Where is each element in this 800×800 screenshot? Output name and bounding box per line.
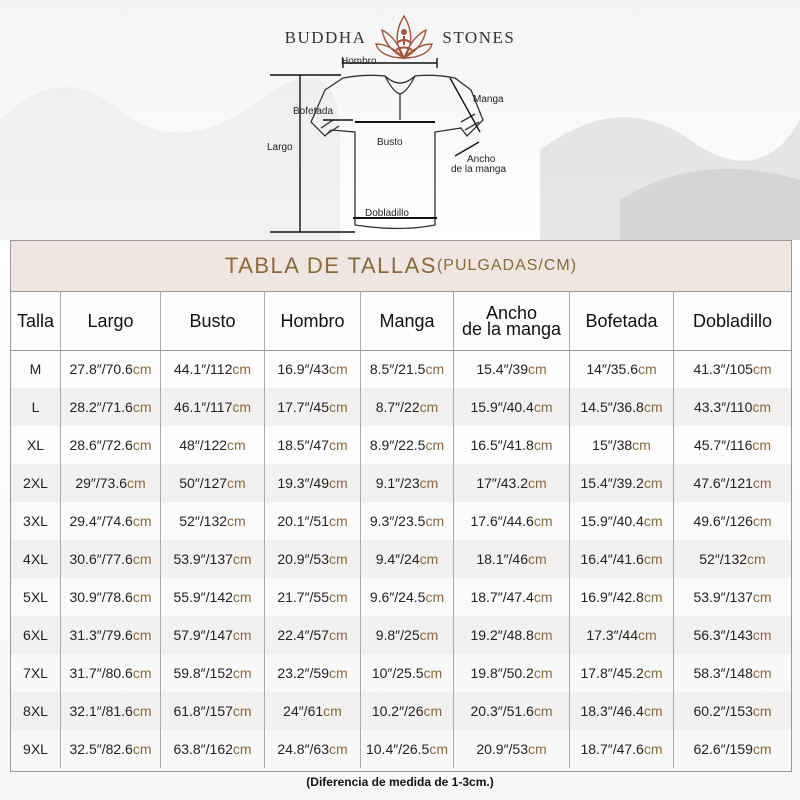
unit-label: cm (752, 589, 772, 605)
measure-cell-busto: 50″/127 cm (161, 464, 265, 502)
unit-label: cm (329, 361, 348, 377)
unit-label: cm (643, 665, 663, 681)
unit-label: cm (127, 475, 146, 491)
measure-cell-ancho-manga: 20.9″/53 cm (454, 730, 570, 768)
unit-label: cm (643, 589, 663, 605)
unit-label: cm (132, 703, 152, 719)
size-cell: 9XL (11, 730, 61, 768)
measure-cell-manga: 9.8″/25 cm (361, 616, 454, 654)
measurement-note: (Diferencia de medida de 1-3cm.) (306, 775, 494, 789)
measure-cell-dobladillo: 60.2″/153 cm (693, 703, 772, 719)
measure-cell-bofetada: 17.8″/45.2 cm (570, 654, 674, 692)
measure-cell-hombro: 16.9″/43 cm (265, 350, 361, 388)
measure-cell-largo: 31.3″/79.6 cm (61, 616, 161, 654)
measure-cell-busto: 52″/132 cm (161, 502, 265, 540)
measure-cell-ancho-manga: 17″/43.2 cm (454, 464, 570, 502)
measure-cell-bofetada: 14.5″/36.8 cm (570, 388, 674, 426)
unit-label: cm (329, 551, 348, 567)
table-row (11, 388, 791, 426)
unit-label: cm (752, 627, 772, 643)
measure-cell-ancho-manga: 18.1″/46 cm (454, 540, 570, 578)
measure-cell-bofetada: 16.9″/42.8 cm (570, 578, 674, 616)
unit-label: cm (329, 589, 348, 605)
unit-label: cm (329, 741, 348, 757)
unit-label: cm (752, 399, 772, 415)
measure-cell-busto: 57.9″/147 cm (161, 616, 265, 654)
unit-label: cm (132, 627, 152, 643)
measure-cell-manga: 10″/25.5 cm (361, 654, 454, 692)
measure-cell-dobladillo: 58.3″/148 cm (693, 665, 772, 681)
garment-diagram (255, 50, 545, 240)
unit-label: cm (643, 513, 663, 529)
measure-cell-largo: 29.4″/74.6 cm (61, 502, 161, 540)
table-row (11, 464, 791, 502)
unit-label: cm (423, 703, 443, 719)
measure-cell-hombro: 18.5″/47 cm (265, 426, 361, 464)
unit-label: cm (227, 513, 246, 529)
measure-cell-busto: 53.9″/137 cm (161, 540, 265, 578)
unit-label: cm (643, 551, 663, 567)
measure-cell-busto: 61.8″/157 cm (161, 692, 265, 730)
measure-cell-dobladillo: 43.3″/110 cm (693, 399, 772, 415)
label-largo: Largo (267, 142, 293, 153)
unit-label: cm (528, 551, 547, 567)
size-cell: 7XL (11, 654, 61, 692)
measure-cell-manga: 9.6″/24.5 cm (361, 578, 454, 616)
measure-cell-hombro: 19.3″/49 cm (265, 464, 361, 502)
measure-cell-hombro: 24″/61 cm (265, 692, 361, 730)
measure-cell-dobladillo: 62.6″/159 cm (693, 741, 772, 757)
label-bofetada: Bofetada (293, 106, 334, 117)
table-row (11, 692, 791, 730)
measure-cell-largo: 29″/73.6 cm (61, 464, 161, 502)
table-row (11, 730, 791, 768)
unit-label: cm (423, 665, 443, 681)
measure-cell-dobladillo: 41.3″/105 cm (693, 361, 772, 377)
header-largo: Largo (61, 292, 161, 350)
measure-cell-hombro: 22.4″/57 cm (265, 616, 361, 654)
size-cell: 6XL (11, 616, 61, 654)
measure-cell-manga: 10.2″/26 cm (361, 692, 454, 730)
unit-label: cm (425, 589, 445, 605)
label-ancho-line2: de la manga (451, 164, 507, 175)
size-cell: XL (11, 426, 61, 464)
measure-cell-bofetada: 14″/35.6 cm (570, 350, 674, 388)
measure-cell-hombro: 20.1″/51 cm (265, 502, 361, 540)
table-row (11, 502, 791, 540)
unit-label: cm (419, 627, 439, 643)
label-busto: Busto (377, 137, 403, 148)
table-row (11, 654, 791, 692)
unit-label: cm (227, 437, 246, 453)
measure-cell-bofetada: 17.3″/44 cm (570, 616, 674, 654)
unit-label: cm (227, 475, 246, 491)
measure-cell-largo: 28.2″/71.6 cm (61, 388, 161, 426)
unit-label: cm (232, 361, 252, 377)
measure-cell-ancho-manga: 19.2″/48.8 cm (454, 616, 570, 654)
unit-label: cm (323, 703, 342, 719)
measure-cell-largo: 32.5″/82.6 cm (61, 730, 161, 768)
measure-cell-hombro: 23.2″/59 cm (265, 654, 361, 692)
unit-label: cm (533, 437, 553, 453)
measure-cell-ancho-manga: 20.3″/51.6 cm (454, 692, 570, 730)
unit-label: cm (429, 741, 448, 757)
unit-label: cm (533, 627, 553, 643)
measure-cell-dobladillo: 56.3″/143 cm (693, 627, 772, 643)
size-cell: 3XL (11, 502, 61, 540)
size-cell: L (11, 388, 61, 426)
unit-label: cm (329, 513, 348, 529)
unit-label: cm (528, 361, 547, 377)
measure-cell-dobladillo: 52″/132 cm (699, 551, 766, 567)
unit-label: cm (425, 437, 445, 453)
measure-cell-dobladillo: 49.6″/126 cm (693, 513, 772, 529)
measure-cell-dobladillo: 45.7″/116 cm (693, 437, 772, 453)
unit-label: cm (752, 703, 772, 719)
unit-label: cm (752, 361, 772, 377)
brand-name-right: STONES (442, 28, 516, 47)
unit-label: cm (533, 399, 553, 415)
size-cell: 4XL (11, 540, 61, 578)
unit-label: cm (643, 399, 663, 415)
header-manga: Manga (361, 292, 454, 350)
unit-label: cm (232, 589, 252, 605)
size-cell: 5XL (11, 578, 61, 616)
unit-label: cm (232, 703, 252, 719)
measure-cell-dobladillo: 47.6″/121 cm (693, 475, 772, 491)
measure-cell-largo: 28.6″/72.6 cm (61, 426, 161, 464)
unit-label: cm (329, 665, 348, 681)
measure-cell-hombro: 21.7″/55 cm (265, 578, 361, 616)
measure-cell-ancho-manga: 17.6″/44.6 cm (454, 502, 570, 540)
unit-label: cm (232, 551, 252, 567)
measure-cell-largo: 31.7″/80.6 cm (61, 654, 161, 692)
table-row (11, 350, 791, 388)
unit-label: cm (752, 475, 772, 491)
size-cell: M (11, 350, 61, 388)
label-manga: Manga (473, 94, 504, 105)
unit-label: cm (752, 437, 772, 453)
measure-cell-ancho-manga: 19.8″/50.2 cm (454, 654, 570, 692)
measure-cell-busto: 63.8″/162 cm (161, 730, 265, 768)
header-busto: Busto (161, 292, 265, 350)
measure-cell-bofetada: 16.4″/41.6 cm (570, 540, 674, 578)
measure-cell-ancho-manga: 16.5″/41.8 cm (454, 426, 570, 464)
header-talla: Talla (11, 292, 61, 350)
unit-label: cm (232, 399, 252, 415)
measure-cell-manga: 10.4″/26.5 cm (361, 730, 454, 768)
unit-label: cm (132, 589, 152, 605)
unit-label: cm (132, 665, 152, 681)
measure-cell-busto: 59.8″/152 cm (161, 654, 265, 692)
measure-cell-busto: 55.9″/142 cm (161, 578, 265, 616)
unit-label: cm (752, 665, 772, 681)
size-cell: 8XL (11, 692, 61, 730)
unit-label: cm (132, 513, 152, 529)
measure-cell-manga: 8.7″/22 cm (361, 388, 454, 426)
header-bofetada: Bofetada (570, 292, 674, 350)
unit-label: cm (329, 475, 348, 491)
unit-label: cm (643, 475, 663, 491)
size-chart-table (10, 240, 792, 772)
table-row (11, 426, 791, 464)
label-ancho-line1: Ancho (467, 154, 496, 165)
table-row (11, 540, 791, 578)
unit-label: cm (533, 665, 553, 681)
table-row (11, 616, 791, 654)
unit-label: cm (329, 399, 348, 415)
unit-label: cm (419, 475, 439, 491)
measure-cell-hombro: 17.7″/45 cm (265, 388, 361, 426)
unit-label: cm (132, 551, 152, 567)
measure-cell-hombro: 20.9″/53 cm (265, 540, 361, 578)
unit-label: cm (533, 703, 553, 719)
unit-label: cm (419, 399, 439, 415)
measure-cell-largo: 27.8″/70.6 cm (61, 350, 161, 388)
table-row (11, 578, 791, 616)
measure-cell-busto: 44.1″/112 cm (161, 350, 265, 388)
header-dobladillo: Dobladillo (692, 311, 773, 331)
label-dobladillo: Dobladillo (365, 208, 409, 219)
header-hombro: Hombro (265, 292, 361, 350)
unit-label: cm (643, 703, 663, 719)
unit-label: cm (632, 437, 651, 453)
unit-label: cm (132, 741, 152, 757)
measure-cell-bofetada: 18.3″/46.4 cm (570, 692, 674, 730)
unit-label: cm (232, 627, 252, 643)
table-title: TABLA DE TALLAS (224, 253, 437, 278)
measure-cell-largo: 30.6″/77.6 cm (61, 540, 161, 578)
table-grid (11, 292, 791, 771)
measure-cell-busto: 46.1″/117 cm (161, 388, 265, 426)
measure-cell-dobladillo: 53.9″/137 cm (693, 589, 772, 605)
unit-label: cm (643, 741, 663, 757)
measure-cell-hombro: 24.8″/63 cm (265, 730, 361, 768)
unit-label: cm (132, 437, 152, 453)
unit-label: cm (329, 437, 348, 453)
unit-label: cm (533, 589, 553, 605)
measure-cell-largo: 30.9″/78.6 cm (61, 578, 161, 616)
unit-label: cm (419, 551, 439, 567)
measure-cell-bofetada: 18.7″/47.6 cm (570, 730, 674, 768)
unit-label: cm (425, 513, 445, 529)
unit-label: cm (528, 475, 547, 491)
unit-label: cm (132, 361, 152, 377)
table-title-bar (11, 241, 791, 292)
measure-cell-manga: 9.4″/24 cm (361, 540, 454, 578)
measure-cell-ancho-manga: 18.7″/47.4 cm (454, 578, 570, 616)
measure-cell-ancho-manga: 15.4″/39 cm (454, 350, 570, 388)
unit-label: cm (132, 399, 152, 415)
measure-cell-bofetada: 15″/38 cm (570, 426, 674, 464)
unit-label: cm (232, 665, 252, 681)
unit-label: cm (747, 551, 766, 567)
measure-cell-largo: 32.1″/81.6 cm (61, 692, 161, 730)
measure-cell-ancho-manga: 15.9″/40.4 cm (454, 388, 570, 426)
unit-label: cm (638, 627, 657, 643)
table-title-unit: (PULGADAS/CM) (436, 257, 578, 274)
unit-label: cm (752, 513, 772, 529)
measure-cell-bofetada: 15.9″/40.4 cm (570, 502, 674, 540)
measure-cell-busto: 48″/122 cm (161, 426, 265, 464)
unit-label: cm (533, 513, 553, 529)
unit-label: cm (752, 741, 772, 757)
measure-cell-manga: 9.3″/23.5 cm (361, 502, 454, 540)
label-hombro: Hombro (341, 56, 377, 67)
unit-label: cm (232, 741, 252, 757)
measure-cell-manga: 8.5″/21.5 cm (361, 350, 454, 388)
unit-label: cm (329, 627, 348, 643)
size-cell: 2XL (11, 464, 61, 502)
unit-label: cm (638, 361, 657, 377)
measure-cell-manga: 8.9″/22.5 cm (361, 426, 454, 464)
header-ancho-manga: Ancho de la manga (454, 292, 570, 350)
measure-cell-manga: 9.1″/23 cm (361, 464, 454, 502)
brand-name-left: BUDDHA (284, 28, 367, 47)
unit-label: cm (528, 741, 547, 757)
measure-cell-bofetada: 15.4″/39.2 cm (570, 464, 674, 502)
table-header-row (11, 292, 791, 351)
unit-label: cm (425, 361, 445, 377)
